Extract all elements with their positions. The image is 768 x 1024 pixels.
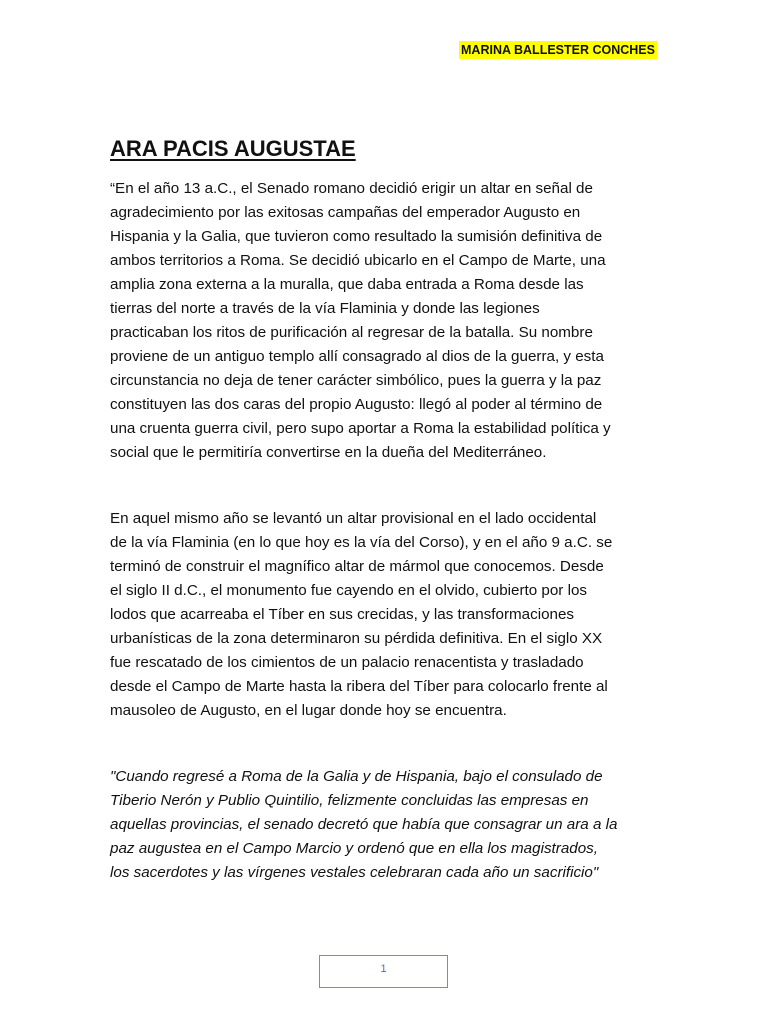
paragraph-history (110, 507, 658, 723)
paragraph-intro (110, 177, 658, 465)
quote-line: Tiberio Nerón y Publio Quintilio, felizmente concluidas las empresas en (110, 792, 589, 809)
quote-line: paz augustea en el Campo Marcio y ordenó que en ella los magistrados, (110, 840, 598, 857)
text-line: terminó de construir el magnífico altar de mármol que conocemos. Desde (110, 558, 604, 575)
text-line: mausoleo de Augusto, en el lugar donde hoy se encuentra. (110, 702, 507, 719)
text-line: Hispania y la Galia, que tuvieron como resultado la sumisión definitiva de (110, 228, 603, 245)
text-line: constituyen las dos caras del propio Augusto: llegó al poder al término de (110, 396, 603, 413)
author-name: MARINA BALLESTER CONCHES (461, 43, 655, 57)
text-line: el siglo II d.C., el monumento fue cayendo en el olvido, cubierto por los (110, 582, 587, 599)
text-line: proviene de un antiguo templo allí consagrado al dios de la guerra, y esta (110, 348, 604, 365)
quote-line: aquellas provincias, el senado decretó que había que consagrar un ara a la (110, 816, 618, 833)
text-line: desde el Campo de Marte hasta la ribera del Tíber para colocarlo frente al (110, 678, 608, 695)
quote-block (110, 765, 658, 885)
page-number: 1 (380, 963, 387, 975)
text-line: fue rescatado de los cimientos de un palacio renacentista y trasladado (110, 654, 584, 671)
text-line: agradecimiento por las exitosas campañas del emperador Augusto en (110, 204, 581, 221)
quote-line: "Cuando regresé a Roma de la Galia y de Hispania, bajo el consulado de (110, 768, 603, 785)
quote-line: los sacerdotes y las vírgenes vestales celebraran cada año un sacrificio" (110, 864, 599, 881)
text-line: una cruenta guerra civil, pero supo aportar a Roma la estabilidad política y (110, 420, 611, 437)
text-line: circunstancia no deja de tener carácter simbólico, pues la guerra y la paz (110, 372, 602, 389)
text-line: tierras del norte a través de la vía Flaminia y donde las legiones (110, 300, 540, 317)
text-line: lodos que acarreaba el Tíber en sus crecidas, y las transformaciones (110, 606, 575, 623)
document-title: ARA PACIS AUGUSTAE (110, 136, 356, 161)
text-line: practicaban los ritos de purificación al regresar de la batalla. Su nombre (110, 324, 593, 341)
text-line: En aquel mismo año se levantó un altar provisional en el lado occidental (110, 510, 597, 527)
text-line: amplia zona externa a la muralla, que daba entrada a Roma desde las (110, 276, 584, 293)
page-number-box (319, 955, 448, 988)
text-line: ambos territorios a Roma. Se decidió ubicarlo en el Campo de Marte, una (110, 252, 606, 269)
text-line: social que le permitiría convertirse en la dueña del Mediterráneo. (110, 444, 547, 461)
text-line: de la vía Flaminia (en lo que hoy es la vía del Corso), y en el año 9 a.C. se (110, 534, 613, 551)
text-line: urbanísticas de la zona determinaron su pérdida definitiva. En el siglo XX (110, 630, 603, 647)
text-line: “En el año 13 a.C., el Senado romano decidió erigir un altar en señal de (110, 180, 593, 197)
